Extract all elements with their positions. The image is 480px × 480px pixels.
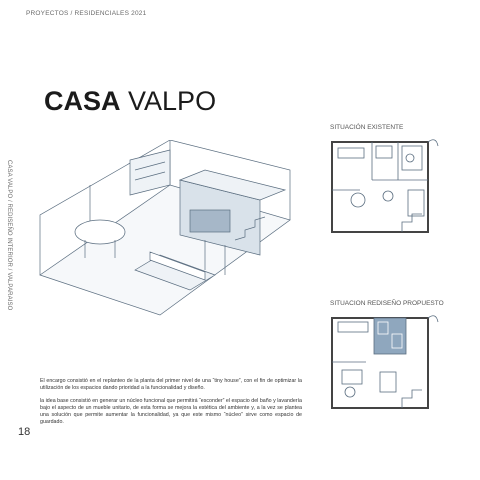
existing-floor-plan — [330, 136, 440, 240]
title-light: VALPO — [128, 86, 217, 116]
title-bold: CASA — [44, 86, 121, 116]
page-number: 18 — [18, 426, 31, 438]
proposed-plan-label: SITUACION REDISEÑO PROPUESTO — [330, 300, 444, 307]
project-description — [40, 378, 302, 432]
isometric-drawing — [30, 140, 300, 320]
vertical-project-label: CASA VALPO / REDISEÑO INTERIOR / VALPARAISO — [6, 160, 12, 311]
description-paragraph-2: la idea base consistió en generar un núcleo funcional que permitirá “esconder” el espacio del baño y lavandería bajo el aspecto de un mueble unitario, de esta forma se mejora la estética del ambiente y, a la vez se plantea una solución que permite aumentar la funcionalidad, ya que este mismo “núcleo” sirve como espacio de guardado. — [40, 398, 302, 425]
description-paragraph-1: El encargo consistió en el replanteo de la planta del primer nivel de una “tiny house”, con el fin de optimizar la utilización de los espacios dando prioridad a la funcionalidad y diseño. — [40, 378, 302, 391]
page-title — [44, 86, 216, 117]
proposed-floor-plan — [330, 312, 440, 416]
existing-plan-label: SITUACIÓN EXISTENTE — [330, 124, 404, 131]
section-header: PROYECTOS / RESIDENCIALES 2021 — [26, 10, 147, 17]
